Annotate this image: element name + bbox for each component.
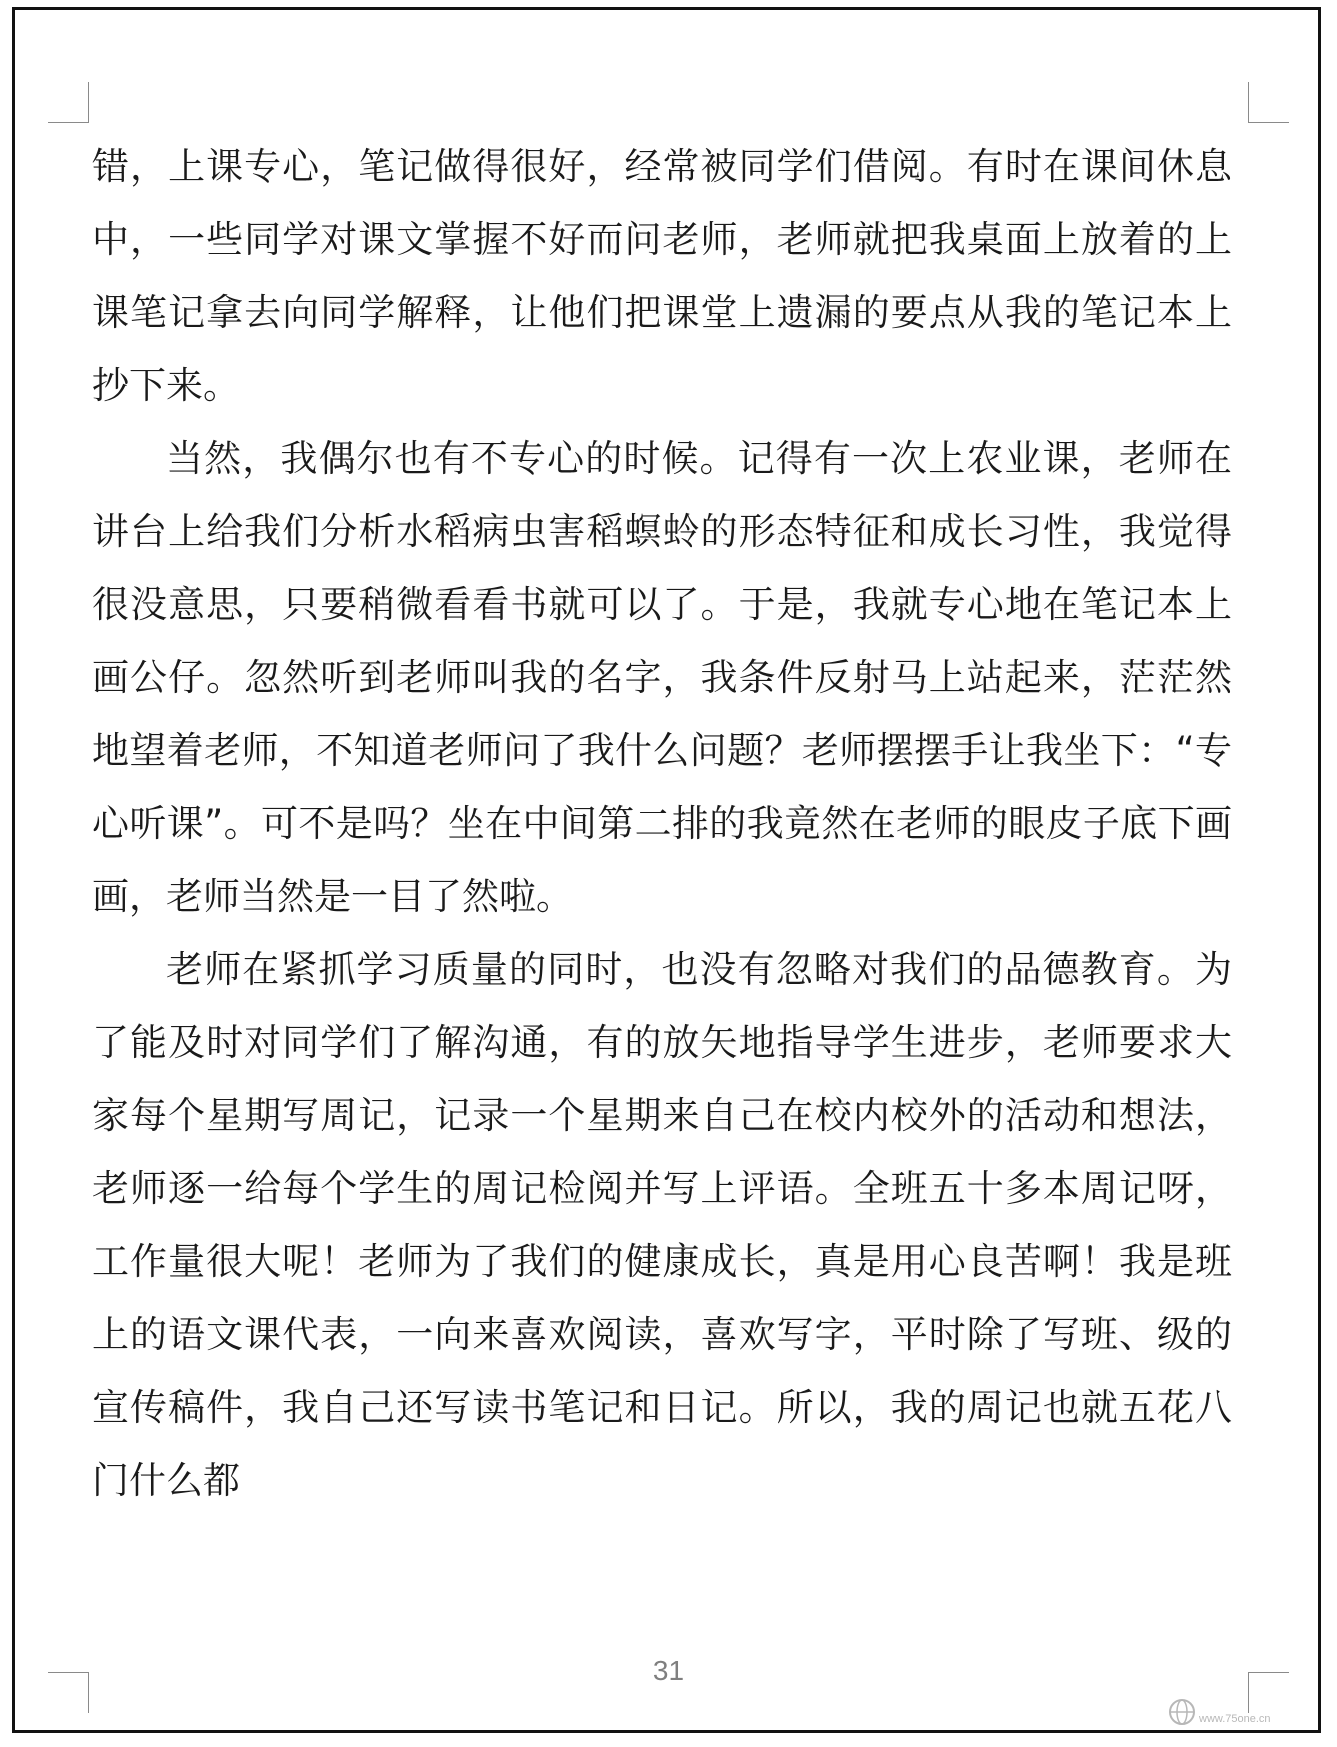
watermark-text: www.75one.cn xyxy=(1199,1713,1271,1725)
page-number: 31 xyxy=(652,1655,685,1686)
site-watermark-logo xyxy=(1165,1695,1315,1729)
crop-mark-top-right xyxy=(1248,82,1289,123)
paragraph-1: 错，上课专心，笔记做得很好，经常被同学们借阅。有时在课间休息中，一些同学对课文掌握不好而问老师，老师就把我桌面上放着的上课笔记拿去向同学解释，让他们把课堂上遗漏的要点从我的笔记本上抄下来。 xyxy=(92,145,1232,407)
crop-mark-top-left xyxy=(48,82,89,123)
document-body xyxy=(92,130,1232,1517)
paragraph-2: 当然，我偶尔也有不专心的时候。记得有一次上农业课，老师在讲台上给我们分析水稻病虫害稻螟蛉的形态特征和成长习性，我觉得很没意思，只要稍微看看书就可以了。于是，我就专心地在笔记本上画公仔。忽然听到老师叫我的名字，我条件反射马上站起来，茫茫然地望着老师，不知道老师问了我什么问题？老师摆摆手让我坐下：“专心听课”。可不是吗？坐在中间第二排的我竟然在老师的眼皮子底下画画，老师当然是一目了然啦。 xyxy=(92,437,1232,918)
paragraph-3: 老师在紧抓学习质量的同时，也没有忽略对我们的品德教育。为了能及时对同学们了解沟通，有的放矢地指导学生进步，老师要求大家每个星期写周记，记录一个星期来自己在校内校外的活动和想法，老师逐一给每个学生的周记检阅并写上评语。全班五十多本周记呀，工作量很大呢！老师为了我们的健康成长，真是用心良苦啊！我是班上的语文课代表，一向来喜欢阅读，喜欢写字，平时除了写班、级的宣传稿件，我自己还写读书笔记和日记。所以，我的周记也就五花八门什么都 xyxy=(92,948,1232,1502)
